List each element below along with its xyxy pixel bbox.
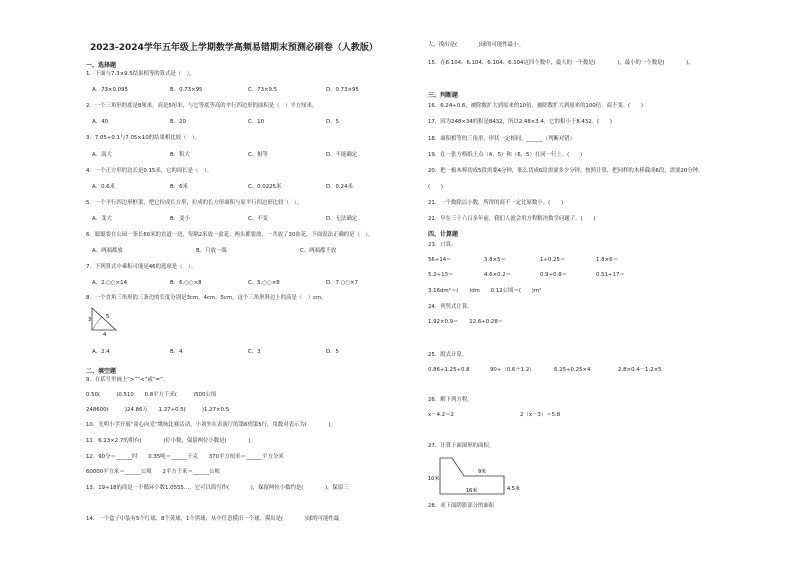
equation-row (428, 412, 560, 419)
equation-2: 2（x－3）＝5.8 (520, 412, 561, 418)
question-27: 27．计算下面图形的面积。 (428, 443, 495, 449)
stepwise-3: 6.25÷0.25×4 (554, 367, 591, 373)
option-8c: C．3 (248, 349, 261, 355)
stepwise-row (428, 367, 662, 374)
question-22: 22．早在三十六百多年前，我们人就会用方程解决数学问题了。( ) (428, 216, 596, 222)
options-2 (92, 119, 339, 126)
section-fill-blank: 二、填空题 (86, 368, 117, 375)
question-9b: 248600( )24.86万 1.27÷0.5( )1.27×0.5 (86, 407, 230, 413)
mental-4: 1.8×6＝ (596, 257, 618, 263)
question-4: 4．一个正方形的边长是0.15米，它的周长是（ ）。 (86, 168, 212, 174)
option-6a: A．两端都放 (92, 248, 123, 254)
option-3a: A．商大 (92, 152, 112, 158)
fig-label-45m: 4.5米 (507, 486, 520, 492)
option-8d: D．5 (326, 349, 339, 355)
triangle-label-4: 4 (103, 332, 107, 336)
triangle-label-3: 3 (88, 317, 92, 323)
option-5c: C．不变 (248, 216, 268, 222)
question-24: 24．列竖式计算。 (428, 304, 473, 310)
section-choice: 一、选择题 (86, 62, 117, 69)
option-2d: D．5 (326, 119, 339, 125)
triangle-label-5: 5 (106, 314, 110, 320)
question-26: 26．解下列方程。 (428, 397, 473, 403)
question-8: 8．一个直角三角形的三条边的长度分别是3cm，4cm，5cm，这个三角形斜边上的高是（ ）cm。 (86, 295, 327, 301)
option-2a: A．40 (92, 119, 108, 125)
option-7d: D．7.○○×7 (326, 280, 359, 286)
question-12b: 60000平方米＝______公顷 2平方千米＝______公顷 (86, 469, 220, 475)
fig-label-16m: 16米 (466, 488, 478, 494)
question-20-answer: ( ) (428, 184, 443, 190)
page-title: 2023-2024学年五年级上学期数学高频易错期末预测必刷卷（人教版） (90, 43, 378, 53)
mental-5: 5.2÷13＝ (428, 272, 454, 278)
mental-6: 4.6×0.2＝ (484, 272, 512, 278)
right-triangle-figure (88, 306, 122, 336)
question-19: 19．在一张方格纸上点（4，5）和（6，5）在同一行上。( ) (428, 152, 583, 158)
composite-shape-figure (428, 452, 538, 502)
option-3b: B．积大 (170, 152, 190, 158)
question-7: 7．下列算式中乘积可能是46的选项是（ ）。 (86, 264, 197, 270)
equation-1: x－4.2＝2 (428, 412, 454, 418)
question-23: 23．口算。 (428, 242, 457, 248)
option-7b: B．6.○○×8 (170, 280, 202, 286)
section-judge: 三、判断题 (428, 92, 459, 99)
option-1b: B．0.73×95 (170, 87, 203, 93)
option-6b: B．只放一端 (196, 248, 227, 254)
question-16: 16．6.24÷0.6，被除数扩大到原来的10倍，被除数扩大到原来的100倍，商不变。( ) (428, 103, 644, 109)
question-20: 20．把一根木棒切成5段需要4分钟，那么切成6段需要多少分钟。按照计算，把同样的木棒截成6段，需要20分钟。 (428, 168, 704, 174)
option-2c: C．10 (248, 119, 265, 125)
option-7c: C．5.○○×8 (248, 280, 280, 286)
mental-2: 3.8×5＝ (484, 257, 506, 263)
mental-7: 0.9÷0.8＝ (540, 272, 568, 278)
question-11: 11．6.23×2.7的积有( )位小数，保留两位小数是( )。 (86, 438, 256, 444)
question-14: 14．一个盒子中装有5个红球，8个黄球，1个黑球，从中任意摸出一个球，摸出是( )球的可能性最 (86, 516, 340, 522)
options-7 (92, 280, 358, 287)
options-4 (92, 184, 353, 191)
options-8 (92, 349, 339, 356)
fig-label-9m: 9米 (478, 469, 487, 475)
question-9: 9．在括号里画上“>”“<”或“=”。 (86, 377, 169, 383)
option-8b: B．4 (170, 349, 183, 355)
question-12a: 12．90分＝______时 0.35吨＝______千克 370平方厘米＝______平方分米 (86, 454, 284, 460)
question-5: 5．一个平行四边形框架，把它拉成长方形，拉成的长方形面积与原平行四边形比较（ ）。 (86, 200, 303, 206)
mental-row-1 (428, 257, 618, 264)
option-1d: D．0.73×95 (326, 87, 359, 93)
option-8a: A．2.4 (92, 349, 110, 355)
mental-row-2 (428, 272, 625, 279)
option-5b: B．变小 (170, 216, 190, 222)
option-5a: A．变大 (92, 216, 112, 222)
option-7a: A．2.○○×14 (92, 280, 128, 286)
section-calc: 四、计算题 (428, 231, 459, 238)
triangle-shape (92, 308, 116, 330)
question-6: 6．聪聪要在公园一条长60米的直道一边，每隔2米放一盆花，两头都要放，一共放了30盆花，下面说法正确的是（ ）。 (86, 232, 374, 238)
question-13: 13．19÷18的商是一个循环小数1.0555…，它可以简写作( )，保留两位小数约是( )，保留三 (86, 485, 349, 491)
option-3c: C．相等 (248, 152, 268, 158)
option-6c: C．两端都不放 (300, 248, 337, 254)
question-21: 21．一个数除以小数，所得的商不一定比原数小。( ) (428, 200, 564, 206)
triangle-height-line (92, 316, 102, 330)
stepwise-4: 2.8×0.4－1.2×5 (618, 367, 662, 373)
question-10: 10．光明小学开展“童心向党”歌咏比赛活动，小刘坐在表演厅的第6列第5行，用数对表示为( )。 (86, 422, 336, 428)
options-6 (92, 248, 336, 255)
mental-1: 56÷14＝ (428, 257, 452, 263)
question-2: 2．一个三角形的底是8厘米，高是5厘米，与它等底等高的平行四边形的面积是（ ）平方厘米。 (86, 103, 318, 109)
question-24a: 1.92×0.9＝ 12.6÷0.28＝ (428, 319, 504, 325)
question-25: 25．脱式计算。 (428, 352, 468, 358)
question-3: 3．7.05÷0.1与7.05×10的结果相比较（ ）。 (86, 135, 200, 141)
option-1c: C．73×9.5 (248, 87, 278, 93)
question-15: 15．在6.104、6.10̇4̇、6.1̇04̇、6.10̇4这四个数中，最大的一个数是( )，最小的一个数是( )。 (428, 60, 694, 66)
options-1 (92, 87, 359, 94)
options-5 (92, 216, 357, 223)
option-4d: D．0.24米 (326, 184, 353, 190)
stepwise-1: 0.86÷1.25÷0.8 (428, 367, 470, 373)
question-18: 18．面积相等的三角形，形状一定相同。______（判断对错） (428, 136, 576, 142)
option-1a: A．73×0.095 (92, 87, 128, 93)
unit-conversion: 3.16dm²＝( )dm 0.12公顷＝( )m² (428, 288, 542, 294)
mental-3: 1÷0.25＝ (540, 257, 566, 263)
question-1: 1．下面与7.3×9.5结果相等的算式是（ ）。 (86, 71, 195, 77)
option-5d: D．无法确定 (326, 216, 358, 222)
question-17: 17．因为248×34的积是8432，所以2.48×3.4，它的积小于8.432。( ) (428, 119, 613, 125)
option-4c: C．0.0225米 (248, 184, 282, 190)
question-14-cont: 大，摸出是( )球的可能性最小。 (428, 42, 524, 48)
options-3 (92, 152, 357, 159)
fig-label-10m: 10米 (428, 476, 440, 482)
question-9a: 0.50( )0.510 0.8平方千米( )500公顷 (86, 392, 217, 398)
option-3d: D．不能确定 (326, 152, 358, 158)
option-4a: A．0.6米 (92, 184, 116, 190)
option-4b: B．6米 (170, 184, 188, 190)
question-28: 28．求下面阴影部分的面积 (428, 503, 495, 509)
option-2b: B．20 (170, 119, 186, 125)
stepwise-2: 90÷（0.6＋1.2） (490, 367, 535, 373)
mental-8: 0.51÷17＝ (596, 272, 625, 278)
